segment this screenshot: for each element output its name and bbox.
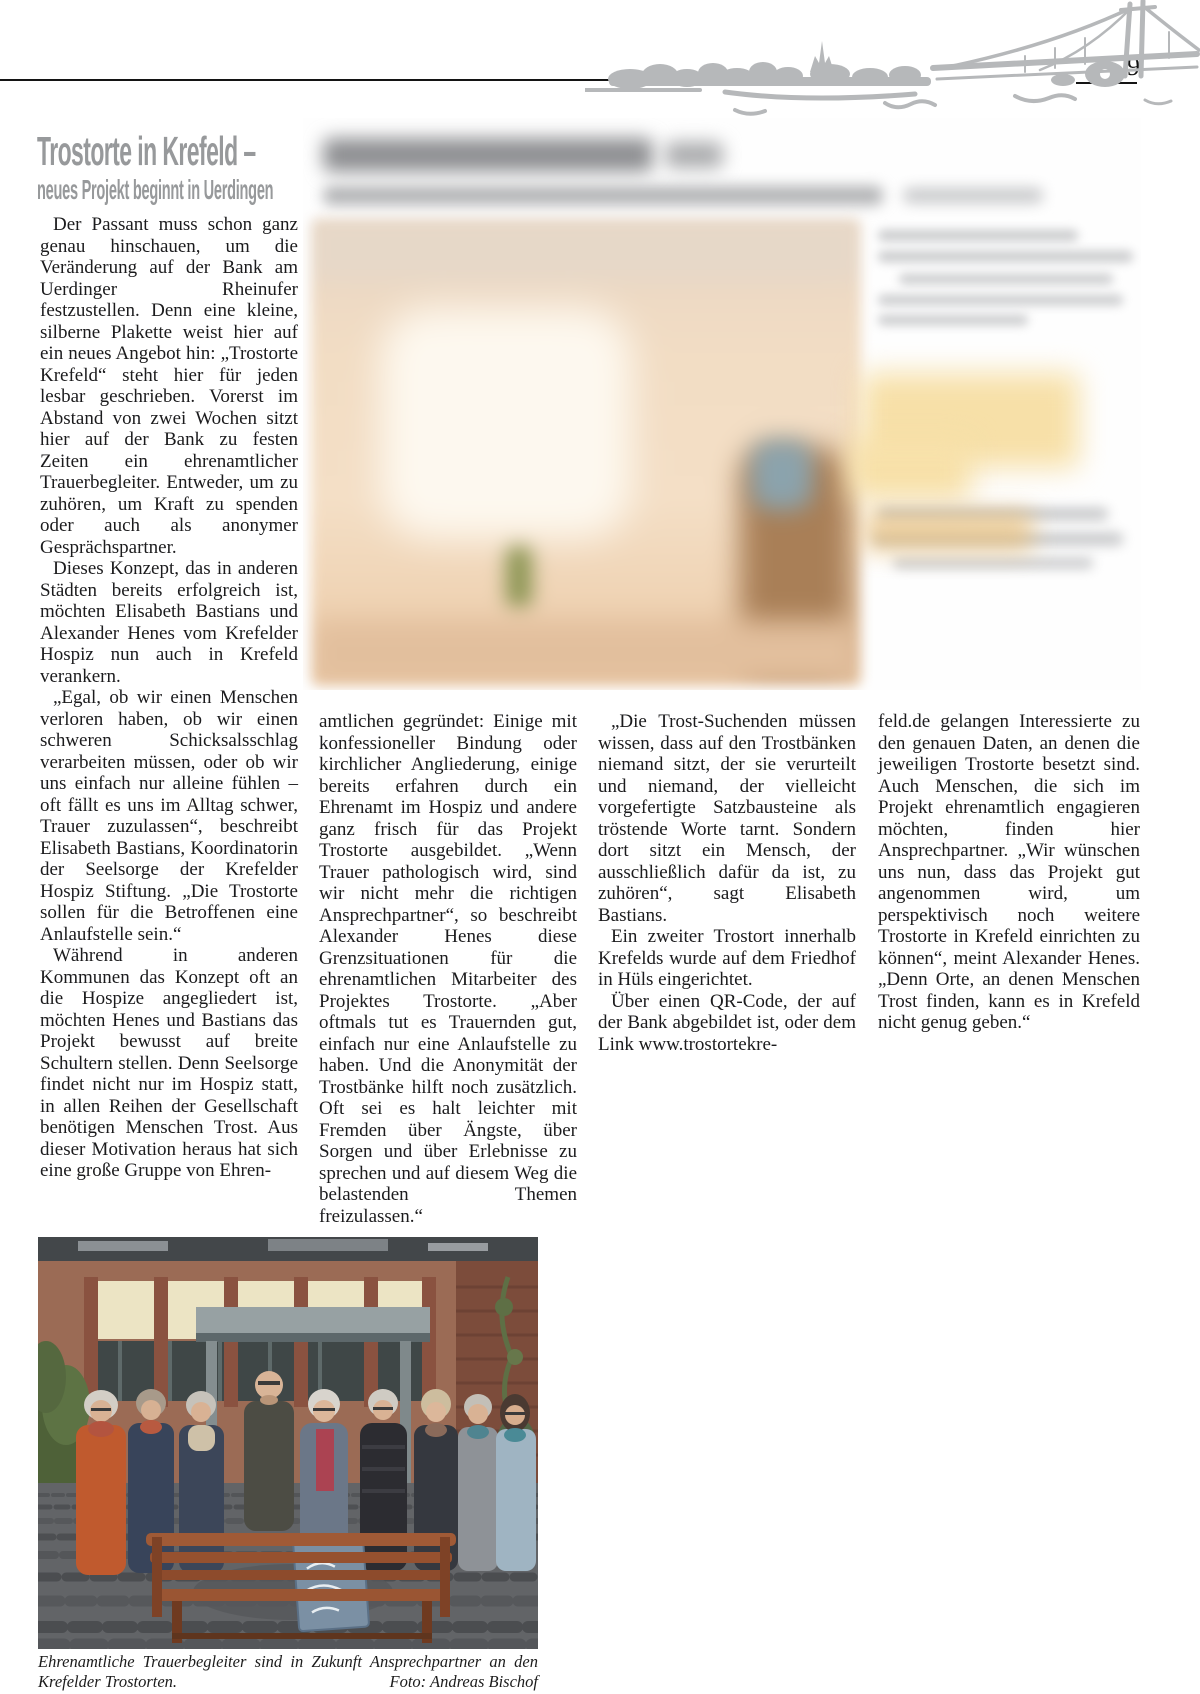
article-paragraph: Über einen QR-Code, der auf der Bank abgebildet ist, oder dem Link www.trostortekre- <box>598 990 856 1055</box>
blurred-interior-photo <box>311 218 861 686</box>
blurred-orange-text <box>863 510 1033 552</box>
article-paragraph: Dieses Konzept, das in anderen Städten bereits erfolgreich ist, möchten Elisabeth Bastians und Alexander Henes vom Krefelder Hospiz nun auch in Krefeld verankern. <box>40 558 298 687</box>
trostorte-sign <box>293 1535 369 1632</box>
blurred-clipping-subheadline <box>323 186 883 205</box>
photo-caption <box>38 1652 538 1692</box>
blurred-clipping-headline-end <box>665 142 723 168</box>
article-column-2 <box>319 711 577 1227</box>
group-photo-illustration <box>38 1237 538 1649</box>
article-paragraph: „Egal, ob wir einen Menschen verloren haben, ob wir einen schweren Schicksalsschlag verarbeiten müssen, oder ob wir uns einfach nur alleine fühlen – oft fällt es uns im Alltag schwer, Trauer zuzulassen“, beschreibt Elisabeth Bastians, Koordinatorin der Seelsorge der Krefelder Hospiz Stiftung. „Die Trostorte sollen für die Betroffenen eine Anlaufstelle sein.“ <box>40 687 298 945</box>
page-number: 9 <box>1127 52 1140 81</box>
article-paragraph: feld.de gelangen Interessierte zu den genauen Daten, an denen die jeweiligen Trostorte besetzt sind. Auch Menschen, die sich im Projekt ehrenamtlich engagieren möchten, finden hier Ansprechpartner. „Wir wünschen uns nun, dass das Projekt gut angenommen wird, um perspektivisch noch weitere Trostorte in Krefeld einrichten zu können“, meint Alexander Henes. „Denn Orte, an denen Menschen Trost finden, kann es in Krefeld nicht genug geben.“ <box>878 711 1140 1033</box>
article-paragraph: „Die Trost-Suchenden müssen wissen, dass auf den Trostbänken niemand sitzt, der sie verurteilt und niemand, der vielleicht vorgefertigte Satzbausteine als tröstende Worte tarnt. Sondern dort sitzt ein Mensch, der ausschließlich dafür da ist, zu zuhören“, sagt Elisabeth Bastians. <box>598 711 856 926</box>
blurred-text-line <box>878 251 1133 262</box>
headline-line-1: Trostorte in Krefeld – <box>37 128 256 174</box>
article-column-4 <box>878 711 1140 1034</box>
headline-line-2: neues Projekt beginnt in Uerdingen <box>37 174 274 205</box>
caption-text: Ehrenamtliche Trauerbegleiter sind in Zukunft Ansprechpartner an den Krefelder Trostorten. <box>38 1652 538 1691</box>
blurred-text-line <box>893 558 1093 568</box>
blurred-yellow-highlight <box>849 440 971 500</box>
blurred-clipping-headline <box>323 138 653 172</box>
blurred-clipping-subheadline-end <box>903 188 1043 203</box>
blurred-text-line <box>878 295 1123 305</box>
group-photo <box>38 1237 538 1649</box>
rhine-bridge-skyline-icon <box>585 0 1200 116</box>
article-paragraph: Während in anderen Kommunen das Konzept oft an die Hospize angegliedert ist, möchten Henes und Bastians das Projekt bewusst auf breite Schultern stellen. Denn Seelsorge findet nicht nur im Hospiz statt, in allen Reihen der Gesellschaft benötigen Menschen Trost. Aus dieser Motivation heraus hat sich eine große Gruppe von Ehren- <box>40 945 298 1181</box>
blurred-text-line <box>899 274 1113 284</box>
article-paragraph: Ein zweiter Trostort innerhalb Krefelds wurde auf dem Friedhof in Hüls eingerichtet. <box>598 926 856 990</box>
blurred-press-clipping <box>303 118 1141 690</box>
article-column-1 <box>40 214 298 1182</box>
article-paragraph: Der Passant muss schon ganz genau hinschauen, um die Veränderung auf der Bank am Uerdinger Rheinufer festzustellen. Denn eine kleine, silberne Plakette weist hier auf ein neues Angebot hin: „Trostorte Krefeld“ steht hier für jeden lesbar geschrieben. Vorerst im Abstand von zwei Wochen sitzt hier auf der Bank zu festen Zeiten ein ehrenamtlicher Trauerbegleiter. Entweder, um zu zuhören, um Kraft zu spenden oder auch als anonymer Gesprächspartner. <box>40 214 298 558</box>
photo-credit: Foto: Andreas Bischof <box>389 1672 538 1691</box>
article-paragraph: amtlichen gegründet: Einige mit konfessioneller Bindung oder kirchlicher Angliederung, einige bereits erfahren durch ein Ehrenamt im Hospiz und andere ganz frisch für das Projekt Trostorte ausgebildet. „Wenn Trauer pathologisch wird, sind wir nicht mehr die richtigen Ansprechpartner“, so beschreibt Alexander Henes diese Grenzsituationen für die ehrenamtlichen Mitarbeiter des Projektes Trostorte. „Aber oftmals tut es Trauernden gut, einfach nur eine Anlaufstelle zu haben. Und die Anonymität der Trostbänke hilft noch zusätzlich. Oft sei es halt leichter mit Fremden über Ängste, über Sorgen und über Erlebnisse zu sprechen und auf diesem Weg die belastenden Themen freizulassen.“ <box>319 711 577 1227</box>
blurred-text-line <box>878 315 1028 325</box>
article-column-3 <box>598 711 856 1055</box>
blurred-text-line <box>878 230 1078 241</box>
masthead-rule <box>0 79 646 81</box>
